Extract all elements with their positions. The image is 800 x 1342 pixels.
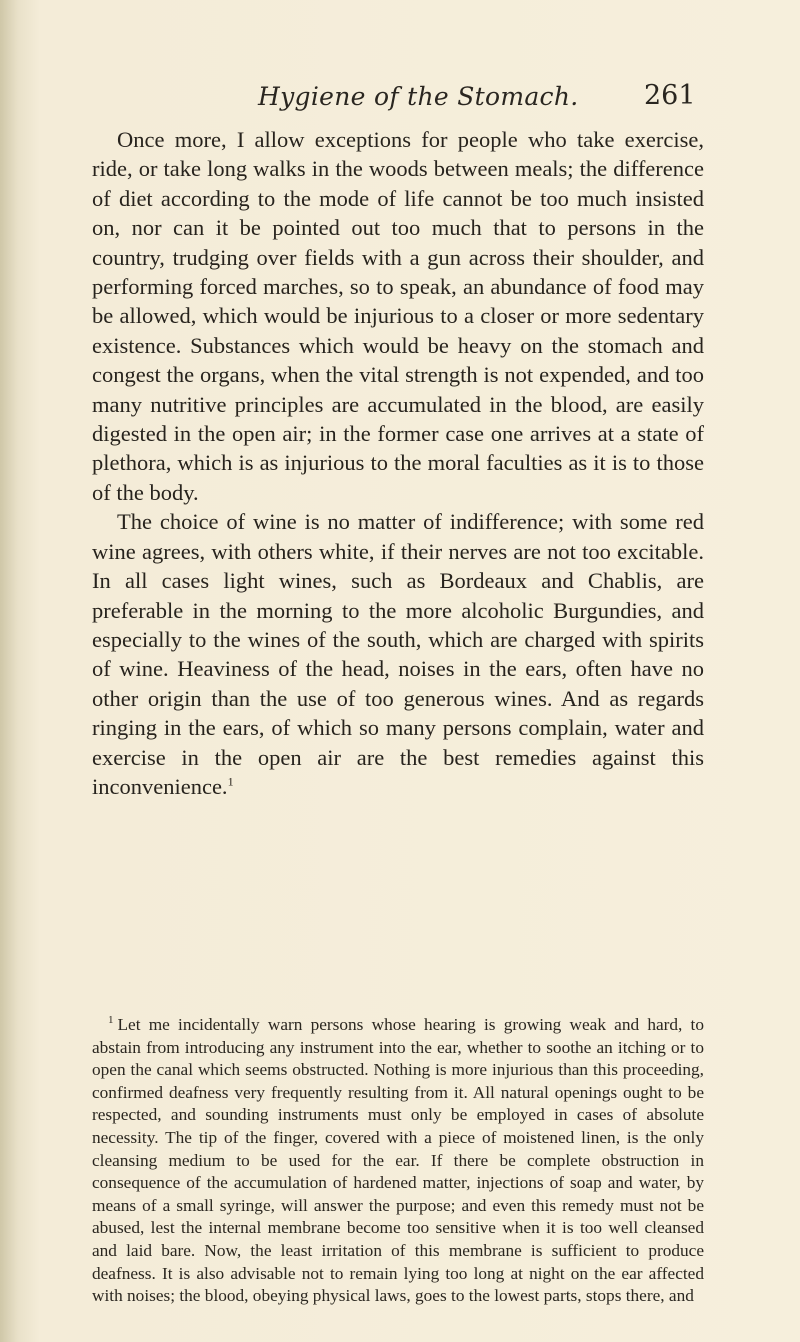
paragraph-exercise: Once more, I allow exceptions for people who take exercise, ride, or take long walks in the woods between meals; the difference of diet according to the mode of life cannot be too much insisted on, nor can it be pointed out too much that to persons in the country, trudging over fields with a gun across their shoulder, and performing forced marches, so to speak, an abundance of food may be allowed, which would be injurious to a closer or more sedentary existence. Substances which would be heavy on the stomach and congest the organs, when the vital strength is not expended, and too many nutritive principles are accumulated in the blood, are easily digested in the open air; in the former case one arrives at a state of plethora, which is as injurious to the moral faculties as it is to those of the body.	[92, 127, 704, 505]
footnote-marker: 1	[108, 1014, 114, 1027]
paragraph-wine-text: The choice of wine is no matter of indifference; with some red wine agrees, with others white, if their nerves are not too excitable. In all cases light wines, such as Bordeaux and Chablis, are preferable in the morning to the more alcoholic Burgundies, and especially to the wines of the south, which are charged with spirits of wine. Heaviness of the head, noises in the ears, often have no other origin than the use of too generous wines. And as regards ringing in the ears, of which so many persons complain, water and exercise in the open air are the best remedies against this inconvenience.	[92, 509, 704, 799]
page-header	[0, 78, 800, 118]
footnote-reference: 1	[227, 774, 234, 789]
paragraph-wine	[92, 507, 704, 801]
running-title: Hygiene of the Stomach.	[258, 82, 579, 111]
page-number: 261	[644, 80, 696, 111]
footnote-paragraph	[92, 1014, 704, 1308]
footnote	[92, 1014, 704, 1308]
footnote-text: Let me incidentally warn persons whose hearing is growing weak and hard, to abstain from introducing any instrument into the ear, whether to soothe an itching or to open the canal which seems obstructed. Nothing is more injurious than this proceeding, confirmed deafness very frequently resulting from it. All natural openings ought to be respected, and sounding instruments must only be employed in cases of absolute necessity. The tip of the finger, covered with a piece of moistened linen, is the only cleansing medium to be used for the ear. If there be complete obstruction in consequence of the accumulation of hardened matter, injections of soap and water, by means of a small syringe, will answer the purpose; and even this remedy must not be abused, lest the internal membrane become too sensitive when it is too well cleansed and laid bare. Now, the least irritation of this membrane is sufficient to produce deafness. It is also advisable not to remain lying too long at night on the ear affected with noises; the blood, obeying physical laws, goes to the lowest parts, stops there, and	[92, 1015, 704, 1306]
body-text	[92, 125, 704, 801]
